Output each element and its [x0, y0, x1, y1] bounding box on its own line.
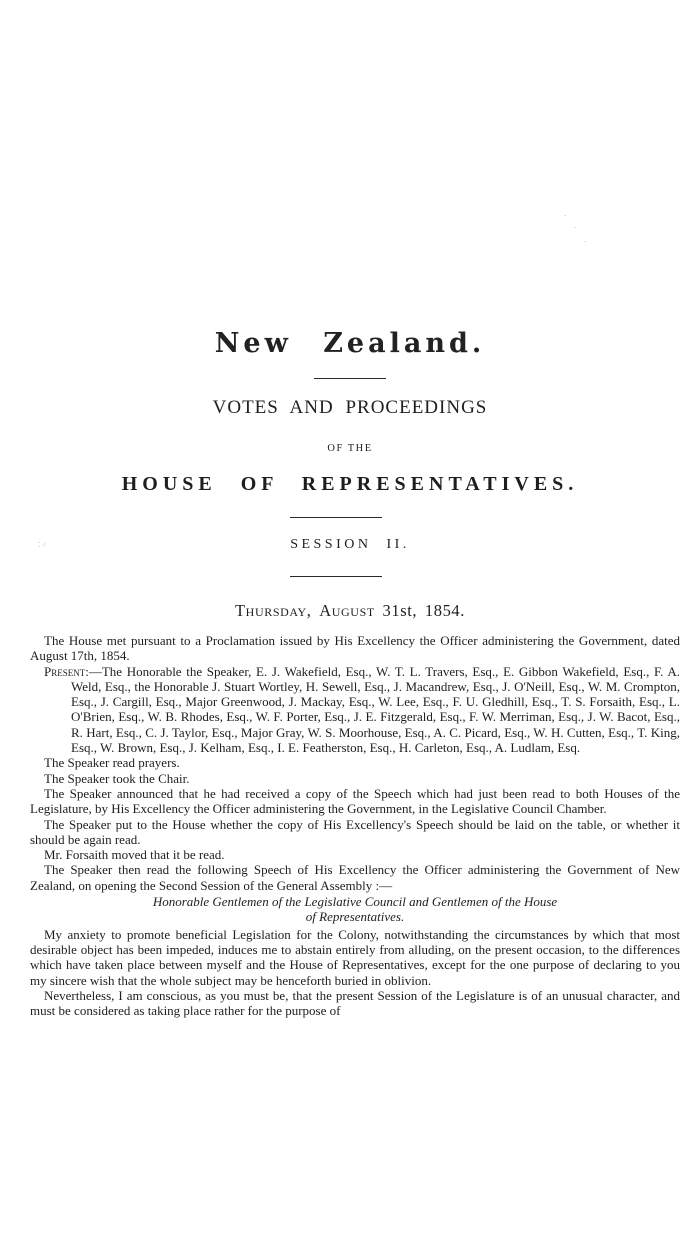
- masthead: New Zealand.: [214, 328, 486, 359]
- paragraph-anxiety: My anxiety to promote beneficial Legislation for the Colony, notwithstanding the circumstances by which that most desirable object has been impeded, induces me to abstain entirely from alluding, on the present occasion, to the differences which have taken place between myself and the House of Representatives, except for the one purpose of declaring to you my sincere wish that the whole subject may be henceforth buried in oblivion.: [30, 926, 680, 988]
- address-salutation: [30, 894, 680, 925]
- dateline-date: 31st, 1854.: [382, 601, 465, 620]
- paragraph-speech-copy: The Speaker put to the House whether the copy of His Excellency's Speech should be laid on the table, or whether it should be again read.: [30, 816, 680, 847]
- title-votes-and-proceedings: VOTES AND PROCEEDINGS: [212, 397, 488, 418]
- margin-mark: ⁚ ⁖: [38, 541, 47, 549]
- divider-rule-3: [290, 576, 382, 577]
- paragraph-present: [44, 664, 680, 756]
- dateline-day: Thursday,: [235, 601, 312, 620]
- present-label: Present: [44, 663, 86, 679]
- paragraph-prayers: The Speaker read prayers.: [44, 755, 180, 771]
- paragraph-announcement: The Speaker announced that he had received a copy of the Speech which had just been read to both Houses of the Legislature, by His Excellency the Officer administering the Government, in the Legislative Council Chamber.: [30, 785, 680, 817]
- session-heading: SESSION II.: [290, 537, 410, 552]
- address-line-1: Honorable Gentlemen of the Legislative Council and Gentlemen of the House: [152, 894, 558, 910]
- dateline: [0, 601, 700, 621]
- title-of-the: OF THE: [327, 443, 373, 454]
- paper-specks: · · ·: [564, 212, 587, 246]
- dateline-month: August: [319, 601, 375, 620]
- body-text: [30, 633, 680, 1018]
- present-members: :—The Honorable the Speaker, E. J. Wakefield, Esq., W. T. L. Travers, Esq., E. Gibbon Wakefield, Esq., F. A. Weld, Esq., the Honorable J. Stuart Wortley, H. Sewell, Esq., J. Macandrew, Esq., J. O'Neill, Esq., W. M. Crompton, Esq., J. Cargill, Esq., Major Greenwood, J. Mackay, Esq., W. Lee, Esq., F. U. Gledhill, Esq., T. S. Forsaith, Esq., L. O'Brien, Esq., W. B. Rhodes, Esq., W. F. Porter, Esq., J. E. Fitzgerald, Esq., F. W. Merriman, Esq., J. W. Bacot, Esq., R. Hart, Esq., C. J. Taylor, Esq., Major Gray, W. S. Moorhouse, Esq., A. C. Picard, Esq., W. H. Cutten, Esq., T. King, Esq., W. Brown, Esq., J. Kelham, Esq., I. E. Featherston, Esq., H. Carleton, Esq., A. Ludlam, Esq.: [71, 663, 680, 756]
- divider-rule-1: [314, 378, 386, 379]
- paragraph-forsaith-motion: Mr. Forsaith moved that it be read.: [44, 847, 225, 863]
- divider-rule-2: [290, 517, 382, 518]
- paragraph-proclamation: The House met pursuant to a Proclamation issued by His Excellency the Officer administering the Government, dated August 17th, 1854.: [30, 633, 680, 664]
- paragraph-speech-read: The Speaker then read the following Speech of His Excellency the Officer administering the Government of New Zealand, on opening the Second Session of the General Assembly :—: [30, 862, 680, 893]
- address-line-2: of Representatives.: [305, 909, 405, 925]
- paragraph-chair: The Speaker took the Chair.: [44, 770, 190, 786]
- title-house-of-representatives: HOUSE OF REPRESENTATIVES.: [121, 473, 579, 495]
- paragraph-nevertheless: Nevertheless, I am conscious, as you must be, that the present Session of the Legislature is of an unusual character, and must be considered as taking place rather for the purpose of: [30, 987, 680, 1019]
